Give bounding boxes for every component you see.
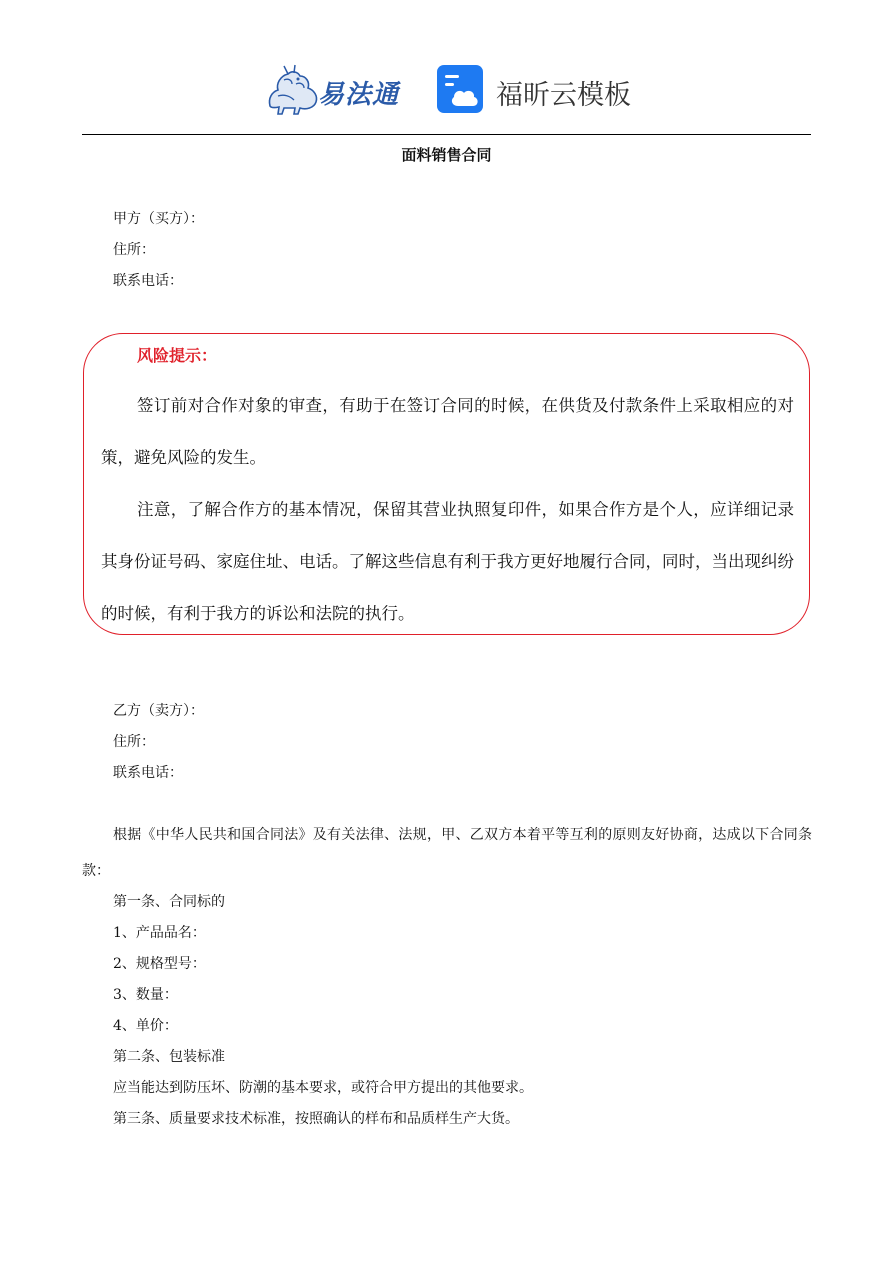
- yifatong-logo: [262, 62, 412, 118]
- risk-notice-paragraph-1: 签订前对合作对象的审查，有助于在签订合同的时候，在供货及付款条件上采取相应的对策，避免风险的发生。: [101, 396, 794, 467]
- party-b-label: 乙方（卖方）：: [113, 703, 204, 719]
- page-header: [0, 56, 893, 126]
- article-2-heading: 第二条、包装标准: [113, 1049, 225, 1065]
- article-1-item: 2、规格型号：: [113, 956, 206, 972]
- article-1-item: 3、数量：: [113, 987, 178, 1003]
- party-b-phone: 联系电话：: [113, 765, 183, 781]
- header-divider: [82, 134, 811, 135]
- party-a-phone: 联系电话：: [113, 273, 183, 289]
- article-1-heading: 第一条、合同标的: [113, 894, 225, 910]
- foxit-cloud-template-logo: [436, 64, 646, 118]
- party-a-address: 住所：: [113, 242, 155, 258]
- article-1-item: 4、单价：: [113, 1018, 178, 1034]
- article-3-heading: 第三条、质量要求技术标准，按照确认的样布和品质样生产大货。: [113, 1111, 519, 1127]
- qilin-icon: [262, 62, 322, 118]
- contract-intro: 根据《中华人民共和国合同法》及有关法律、法规，甲、乙双方本着平等互利的原则友好协商，达成以下合同条款：: [82, 827, 812, 879]
- risk-notice-paragraph-2: 注意，了解合作方的基本情况，保留其营业执照复印件，如果合作方是个人，应详细记录其身份证号码、家庭住址、电话。了解这些信息有利于我方更好地履行合同，同时，当出现纠纷的时候，有利于我方的诉讼和法院的执行。: [101, 500, 794, 623]
- cloud-document-icon: [436, 64, 486, 116]
- party-b-address: 住所：: [113, 734, 155, 750]
- article-1-item: 1、产品品名：: [113, 925, 206, 941]
- document-title: 面料销售合同: [401, 146, 492, 164]
- yifatong-logo-text: 易法通: [318, 80, 400, 110]
- article-2-text: 应当能达到防压坏、防潮的基本要求，或符合甲方提出的其他要求。: [113, 1080, 533, 1096]
- risk-notice-title: 风险提示：: [137, 346, 218, 365]
- party-a-label: 甲方（买方）：: [113, 211, 204, 227]
- foxit-cloud-template-text: 福昕云模板: [496, 80, 631, 111]
